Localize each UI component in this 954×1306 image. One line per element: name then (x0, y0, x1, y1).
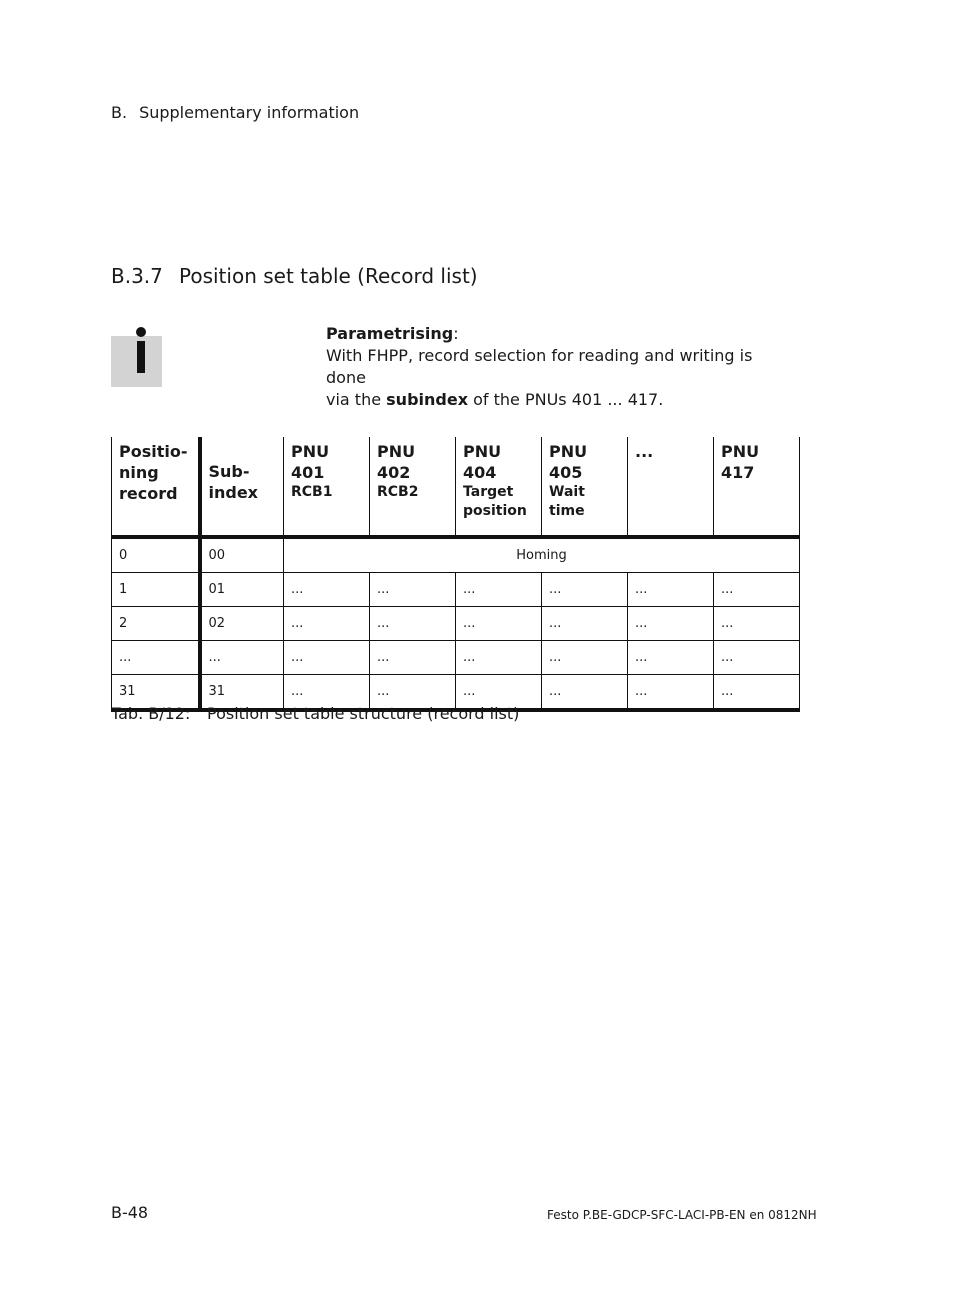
table-cell: ... (714, 607, 800, 641)
table-cell: ... (628, 675, 714, 711)
table-cell: ... (456, 607, 542, 641)
info-icon (111, 336, 162, 387)
table-cell: ... (284, 641, 370, 675)
chapter-title: Supplementary information (139, 103, 360, 122)
table-cell: ... (542, 607, 628, 641)
table-cell: ... (456, 675, 542, 711)
table-cell: 31 (200, 675, 284, 711)
table-cell: ... (112, 641, 200, 675)
record-table (111, 437, 800, 712)
section-title (111, 264, 478, 288)
table-body (112, 537, 800, 710)
chapter-letter: B. (111, 103, 128, 122)
table-cell: ... (628, 641, 714, 675)
header-subtitle: RCB2 (377, 484, 419, 500)
header-title: Positio- ning record (119, 442, 188, 503)
table-cell: ... (370, 641, 456, 675)
header-title: PNU 401 (291, 442, 330, 482)
table-cell: ... (200, 641, 284, 675)
page-number: B-48 (111, 1203, 149, 1222)
table-cell: ... (542, 573, 628, 607)
table-cell: ... (714, 641, 800, 675)
table-cell: ... (628, 573, 714, 607)
table-header-cell (628, 437, 714, 537)
table-cell: 00 (200, 537, 284, 573)
table-cell: 2 (112, 607, 200, 641)
table-cell: ... (284, 607, 370, 641)
table-header-cell (200, 437, 284, 537)
header-subtitle: Target position (463, 484, 527, 519)
note-line-2-bold: subindex (386, 390, 469, 409)
caption-text: Position set table structure (record list) (207, 704, 520, 723)
note-line-2 (326, 389, 796, 411)
table-cell: ... (370, 675, 456, 711)
table-cell: ... (628, 607, 714, 641)
table-cell: ... (714, 573, 800, 607)
homing-cell: Homing (284, 537, 800, 573)
table-cell: 02 (200, 607, 284, 641)
table-cell: 01 (200, 573, 284, 607)
note-line-2-post: of the PNUs 401 ... 417. (468, 390, 664, 409)
header-title: PNU 404 (463, 442, 502, 482)
table-cell: ... (456, 641, 542, 675)
table-cell: ... (284, 675, 370, 711)
table-header-cell (370, 437, 456, 537)
header-subtitle: RCB1 (291, 484, 333, 500)
header-title: ... (635, 442, 654, 461)
section-number: B.3.7 (111, 264, 163, 288)
table-row (112, 573, 800, 607)
note-heading-suffix: : (453, 324, 459, 343)
table-header-cell (542, 437, 628, 537)
header-subtitle: Wait time (549, 484, 585, 519)
note-block (326, 323, 796, 411)
section-title-text: Position set table (Record list) (179, 264, 478, 288)
table-cell: ... (714, 675, 800, 711)
table-caption (111, 704, 519, 723)
table-cell: ... (542, 675, 628, 711)
table-header-row (112, 437, 800, 537)
table-cell: 31 (112, 675, 200, 711)
table-header-cell (284, 437, 370, 537)
table-cell: ... (456, 573, 542, 607)
note-line-1: With FHPP, record selection for reading and writing is done (326, 346, 753, 387)
header-title: Sub- index (208, 462, 258, 502)
table-row (112, 607, 800, 641)
note-heading: Parametrising (326, 324, 454, 343)
table-row (112, 641, 800, 675)
table-cell: ... (284, 573, 370, 607)
table-row-homing (112, 537, 800, 573)
table-cell: ... (370, 607, 456, 641)
table-cell: ... (542, 641, 628, 675)
header-title: PNU 405 (549, 442, 588, 482)
caption-label: Tab. B/12: (111, 704, 191, 723)
footer-doc-id: Festo P.BE-GDCP-SFC-LACI-PB-EN en 0812NH (547, 1208, 817, 1222)
header-title: PNU 417 (721, 442, 760, 482)
note-line-2-pre: via the (326, 390, 387, 409)
table-cell: 0 (112, 537, 200, 573)
table-header-cell (112, 437, 200, 537)
table-header-cell (456, 437, 542, 537)
table-header-cell (714, 437, 800, 537)
running-header (111, 103, 359, 122)
table-cell: ... (370, 573, 456, 607)
table-cell: 1 (112, 573, 200, 607)
header-title: PNU 402 (377, 442, 416, 482)
